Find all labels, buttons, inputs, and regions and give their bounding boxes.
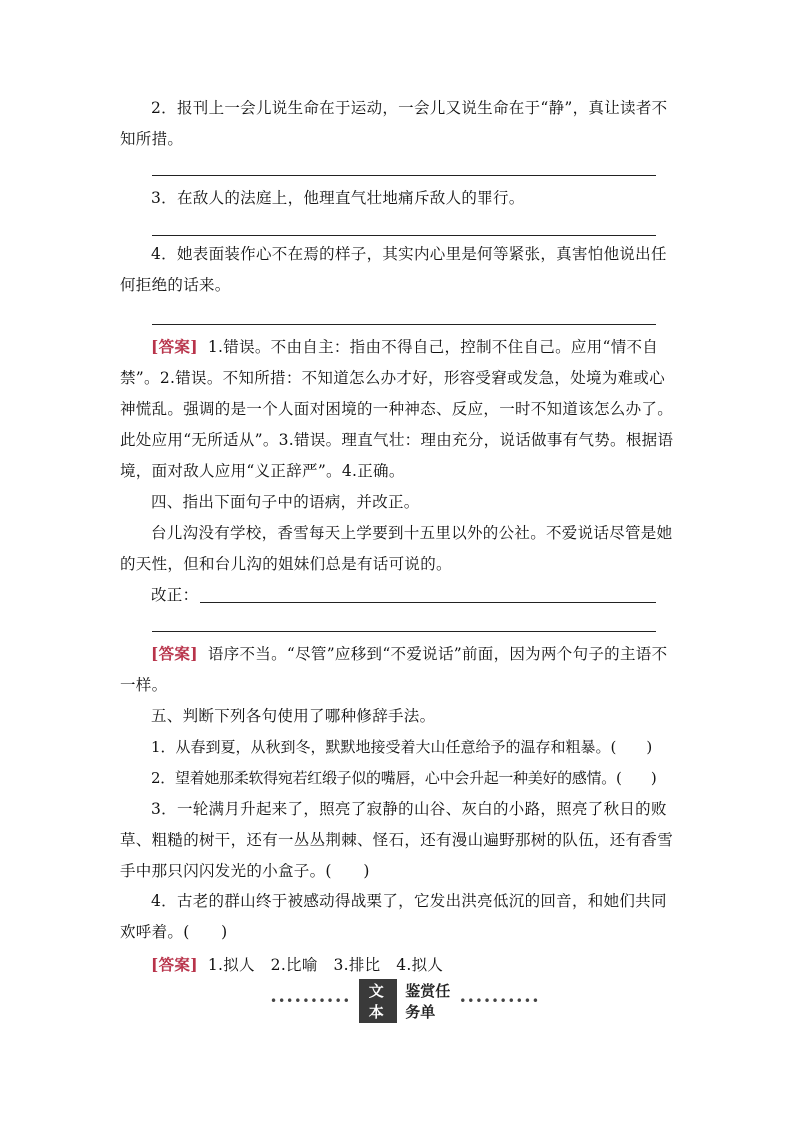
question-4-text: 她表面装作心不在焉的样子，其实内心里是何等紧张，真害怕他说出任何拒绝的话来。	[120, 245, 667, 294]
answer-2-text: 语序不当。“尽管”应移到“不爱说话”前面，因为两个句子的主语不一样。	[120, 645, 668, 694]
answer-3-text: 1.拟人 2.比喻 3.排比 4.拟人	[207, 956, 444, 974]
section-4-title: 四、指出下面句子中的语病，并改正。	[151, 493, 420, 511]
question-3-text: 在敌人的法庭上，他理直气壮地痛斥敌人的罪行。	[176, 189, 525, 207]
answer-1-text: 1.错误。不由自主：指由不得自己，控制不住自己。应用“情不自禁”。2.错误。不知所措：不知道怎么办才好，形容受窘或发急，处境为难或心神慌乱。强调的是一个人面对困境的一种神态、反应，一时不知道该怎么办了。此处应用“无所适从”。3.错误。理直气壮：理由充分，说话做事有气势。根据语境，面对敌人应用“义正辞严”。4.正确。	[120, 338, 674, 480]
answer-tag: [答案]	[151, 644, 198, 663]
section-4-text: 台儿沟没有学校，香雪每天上学要到十五里以外的公社。不爱说话尽管是她的天性，但和台儿沟的姐妹们总是有话可说的。	[120, 524, 673, 573]
footer-box-label: 文本	[359, 979, 397, 1023]
answer-line-3[interactable]	[152, 235, 656, 236]
sentence-4: 4．古老的群山终于被感动得战栗了，它发出洪亮低沉的回音，和她们共同欢呼着。( )	[120, 892, 667, 941]
answer-line-2[interactable]	[152, 175, 656, 176]
question-4-number: 4．	[151, 245, 177, 263]
footer-dots-left: ••••••••••	[270, 994, 351, 1008]
answer-tag: [答案]	[151, 337, 198, 356]
question-2	[120, 93, 676, 155]
sentence-1: 1．从春到夏，从秋到冬，默默地接受着大山任意给予的温存和粗暴。( )	[151, 738, 653, 756]
question-4	[120, 239, 676, 301]
answer-tag: [答案]	[151, 955, 198, 974]
fix-answer-line-1[interactable]	[200, 602, 656, 603]
section-5-title: 五、判断下列各句使用了哪种修辞手法。	[151, 707, 436, 725]
sentence-3: 3．一轮满月升起来了，照亮了寂静的山谷、灰白的小路，照亮了秋日的败草、粗糙的树干，还有一丛丛荆棘、怪石，还有漫山遍野那树的队伍，还有香雪手中那只闪闪发光的小盒子。( )	[120, 800, 674, 880]
sentence-2: 2．望着她那柔软得宛若红缎子似的嘴唇，心中会升起一种美好的感情。( )	[151, 769, 657, 787]
question-3	[120, 183, 676, 214]
answer-block-1	[120, 331, 676, 487]
question-2-number: 2．	[151, 99, 177, 117]
answer-block-3	[120, 949, 676, 981]
answer-block-2	[120, 638, 676, 701]
fix-label: 改正：	[151, 586, 199, 604]
question-2-text: 报刊上一会儿说生命在于运动，一会儿又说生命在于“静”，真让读者不知所措。	[120, 99, 668, 148]
fix-answer-line-2[interactable]	[152, 631, 656, 632]
footer-dots-right: ••••••••••	[459, 994, 540, 1008]
section-footer-banner	[270, 982, 540, 1021]
question-3-number: 3．	[151, 189, 177, 207]
answer-line-4[interactable]	[152, 324, 656, 325]
footer-title: 鉴赏任务单	[405, 982, 451, 1021]
